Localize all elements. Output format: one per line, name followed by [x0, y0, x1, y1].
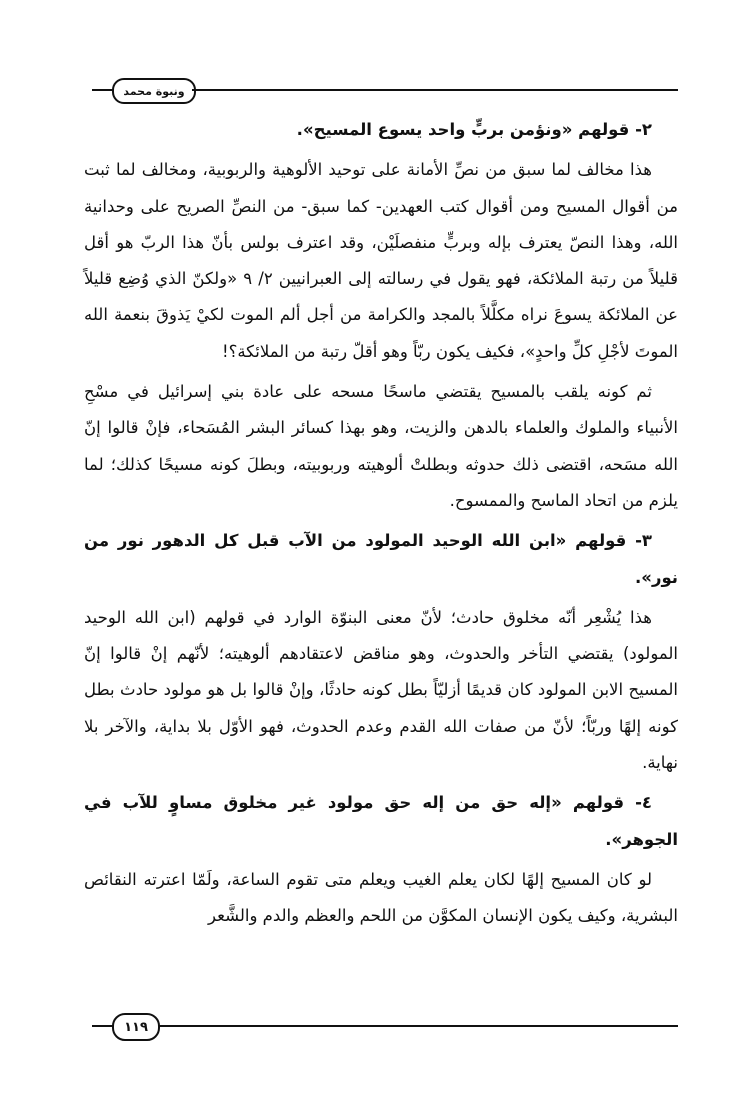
body-paragraph: هذا مخالف لما سبق من نصِّ الأمانة على توحيد الألوهية والربوبية، ومخالف لما ثبت من أقوال المسيح ومن أقوال كتب العهدين- كما سبق- من النصِّ الصريح على وحدانية الله، وهذا النصّ يعترف بإله وبربٍّ منفصلَيْن، وقد اعترف بولس بأنّ هذا الربّ هو أقل قليلاً من رتبة الملائكة، فهو يقول في رسالته إلى العبرانيين ٢/ ٩ «ولكنّ الذي وُضِع قليلاً عن الملائكة يسوعَ نراه مكلَّلاً بالمجد والكرامة من أجل ألم الموت لكيْ يَذوقَ بنعمة الله الموتَ لأجْلِ كلِّ واحدٍ»، فكيف يكون ربّاً وهو أقلّ رتبة من الملائكة؟! — [84, 160, 678, 361]
header-rule-right — [192, 89, 678, 91]
running-title-badge — [112, 78, 196, 104]
footer-rule-right — [158, 1025, 678, 1027]
section-heading-4: ٤- قولهم «إله حق من إله حق مولود غير مخلوق مساوٍ للآب في الجوهر». — [84, 793, 678, 849]
body-paragraph: لو كان المسيح إلهًا لكان يعلم الغيب ويعلم متى تقوم الساعة، ولَمّا اعترته النقائص البشرية، وكيف يكون الإنسان المكوَّن من اللحم والعظم والدم والشَّعر — [84, 869, 678, 926]
header-rule-left — [92, 89, 114, 91]
page-number-badge — [112, 1013, 160, 1041]
section-heading-3: ٣- قولهم «ابن الله الوحيد المولود من الآب قبل كل الدهور نور من نور». — [84, 531, 678, 587]
running-title: ونبوة محمد — [123, 84, 185, 98]
page-body — [84, 110, 678, 935]
footer-rule-left — [92, 1025, 114, 1027]
page-footer — [92, 1011, 678, 1041]
section-heading-2: ٢- قولهم «ونؤمن بربٍّ واحد يسوع المسيح». — [296, 120, 652, 139]
page-number: ١١٩ — [124, 1019, 148, 1035]
body-paragraph: هذا يُشْعِر أنّه مخلوق حادث؛ لأنّ معنى البنوّة الوارد في قولهم (ابن الله الوحيد المولود) يقتضي التأخر والحدوث، وهو مناقض لاعتقادهم ألوهيته؛ لأنّهم إنْ قالوا إنّ المسيح الابن المولود كان قديمًا أزليّاً بطل كونه حادثًا، وإنْ قالوا بل هو مولود حادث بطل كونه إلهًا وربّاً؛ لأنّ من صفات الله القدم وعدم الحدوث، فهو الأوّل بلا بداية، والآخر بلا نهاية. — [84, 607, 678, 773]
page-header — [92, 74, 678, 104]
body-paragraph: ثم كونه يلقب بالمسيح يقتضي ماسحًا مسحه على عادة بني إسرائيل في مسْحِ الأنبياء والملوك والعلماء بالدهن والزيت، وهو بهذا كسائر البشر المُسَحاء، فإنْ قالوا إنّ الله مسَحه، اقتضى ذلك حدوثه وبطلتْ ألوهيته وربوبيته، وبطلَ كونه مسيحًا كذلك؛ لما يلزم من اتحاد الماسح والممسوح. — [84, 382, 678, 510]
